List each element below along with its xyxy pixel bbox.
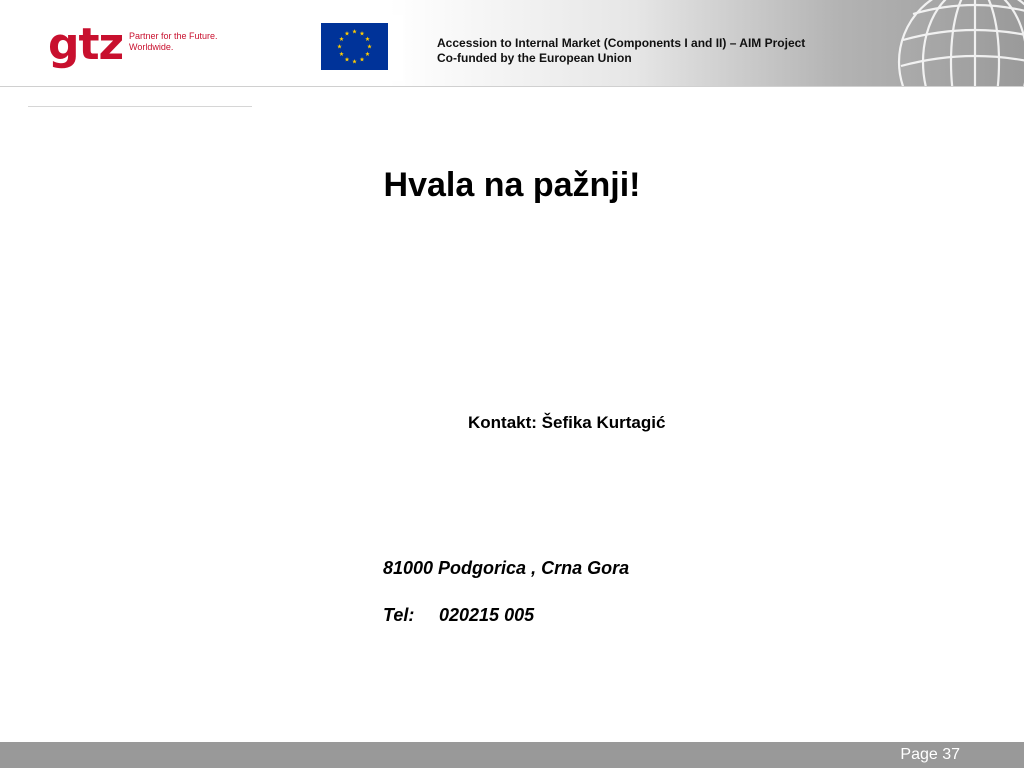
gtz-tagline-line1: Partner for the Future. bbox=[129, 31, 218, 41]
slide-header bbox=[0, 0, 1024, 87]
eu-logo-box bbox=[308, 15, 403, 81]
project-title: Accession to Internal Market (Components I and II) – AIM Project bbox=[437, 36, 806, 50]
project-info bbox=[437, 36, 805, 66]
page-number: Page 37 bbox=[900, 746, 960, 763]
eu-flag-icon bbox=[321, 23, 388, 70]
project-funding: Co-funded by the European Union bbox=[437, 51, 632, 65]
slide-footer bbox=[0, 742, 1024, 768]
gtz-tagline-line2: Worldwide. bbox=[129, 42, 174, 52]
gtz-wordmark: gtz bbox=[48, 19, 124, 70]
header-divider bbox=[28, 106, 252, 107]
contact-address: 81000 Podgorica , Crna Gora bbox=[383, 558, 630, 578]
slide-title: Hvala na pažnji! bbox=[383, 166, 641, 204]
gtz-logo bbox=[48, 19, 248, 76]
phone-number: 020215 005 bbox=[439, 605, 535, 625]
phone-label: Tel: bbox=[383, 605, 415, 625]
globe-icon bbox=[893, 0, 1024, 86]
contact-phone bbox=[383, 603, 534, 627]
gtz-tagline bbox=[129, 31, 218, 53]
contact-name: Kontakt: Šefika Kurtagić bbox=[468, 413, 666, 432]
